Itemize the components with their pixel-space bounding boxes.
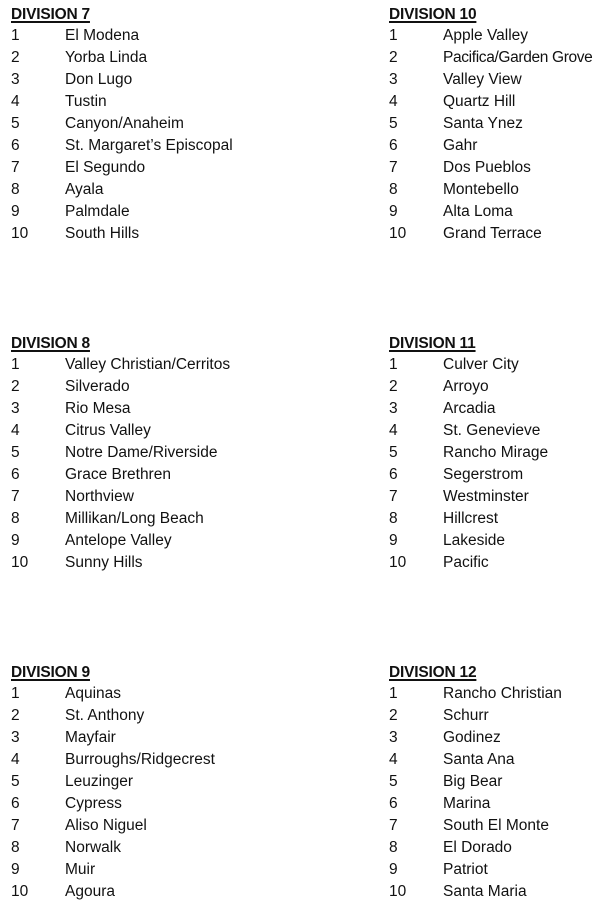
- school-name: St. Genevieve: [443, 422, 541, 439]
- team-list: [389, 354, 615, 574]
- school-name: Millikan/Long Beach: [65, 510, 204, 527]
- team-list: [11, 683, 239, 903]
- list-item: [389, 69, 615, 91]
- rank-number: 5: [389, 115, 398, 132]
- list-item: [389, 837, 615, 859]
- school-name: El Segundo: [65, 159, 146, 176]
- rank-number: 9: [389, 532, 398, 549]
- rank-number: 9: [389, 861, 398, 878]
- list-item: [11, 135, 239, 157]
- school-name: Big Bear: [443, 773, 503, 790]
- school-name: Quartz Hill: [443, 93, 516, 110]
- school-name: Pacifica/Garden Grove: [443, 49, 593, 66]
- list-item: [389, 486, 615, 508]
- school-name: Ayala: [65, 181, 104, 198]
- list-item: [11, 486, 239, 508]
- list-item: [389, 530, 615, 552]
- rank-number: 5: [11, 444, 20, 461]
- list-item: [389, 508, 615, 530]
- rank-number: 3: [389, 400, 398, 417]
- list-item: [389, 25, 615, 47]
- school-name: Marina: [443, 795, 491, 812]
- school-name: Arcadia: [443, 400, 496, 417]
- school-name: Gahr: [443, 137, 478, 154]
- rank-number: 1: [389, 685, 398, 702]
- division-10-block: [389, 4, 615, 245]
- list-item: [389, 354, 615, 376]
- list-item: [11, 793, 239, 815]
- rank-number: 5: [389, 444, 398, 461]
- list-item: [389, 47, 615, 69]
- division-12-block: [389, 662, 615, 903]
- rank-number: 7: [389, 488, 398, 505]
- list-item: [11, 91, 239, 113]
- school-name: Silverado: [65, 378, 130, 395]
- list-item: [389, 113, 615, 135]
- rank-number: 10: [11, 554, 29, 571]
- school-name: Westminster: [443, 488, 529, 505]
- school-name: Muir: [65, 861, 96, 878]
- rank-number: 3: [11, 71, 20, 88]
- school-name: Aliso Niguel: [65, 817, 147, 834]
- rank-number: 6: [11, 137, 20, 154]
- rank-number: 4: [389, 422, 398, 439]
- rank-number: 8: [11, 510, 20, 527]
- list-item: [11, 398, 239, 420]
- school-name: Valley Christian/Cerritos: [65, 356, 231, 373]
- division-7-block: [11, 4, 239, 245]
- list-item: [389, 705, 615, 727]
- division-9-block: [11, 662, 239, 903]
- rank-number: 8: [389, 510, 398, 527]
- rank-number: 6: [11, 466, 20, 483]
- list-item: [11, 420, 239, 442]
- school-name: Agoura: [65, 883, 115, 900]
- rank-number: 1: [11, 356, 20, 373]
- school-name: Dos Pueblos: [443, 159, 531, 176]
- rank-number: 7: [389, 159, 398, 176]
- list-item: [11, 859, 239, 881]
- division-title: DIVISION 7: [11, 6, 90, 23]
- rank-number: 3: [11, 729, 20, 746]
- school-name: Montebello: [443, 181, 519, 198]
- school-name: Grand Terrace: [443, 225, 542, 242]
- rank-number: 9: [11, 203, 20, 220]
- rank-number: 6: [11, 795, 20, 812]
- list-item: [389, 223, 615, 245]
- rank-number: 5: [11, 773, 20, 790]
- school-name: Northview: [65, 488, 134, 505]
- rank-number: 1: [11, 27, 20, 44]
- school-name: South Hills: [65, 225, 140, 242]
- rank-number: 5: [11, 115, 20, 132]
- school-name: Santa Maria: [443, 883, 527, 900]
- list-item: [11, 749, 239, 771]
- rank-number: 10: [389, 883, 407, 900]
- list-item: [11, 201, 239, 223]
- school-name: Norwalk: [65, 839, 121, 856]
- school-name: Canyon/Anaheim: [65, 115, 184, 132]
- school-name: Yorba Linda: [65, 49, 148, 66]
- list-item: [389, 376, 615, 398]
- school-name: Rancho Mirage: [443, 444, 549, 461]
- division-title: DIVISION 8: [11, 335, 90, 352]
- list-item: [11, 69, 239, 91]
- list-item: [11, 25, 239, 47]
- list-item: [389, 201, 615, 223]
- team-list: [11, 25, 239, 245]
- rank-number: 10: [11, 883, 29, 900]
- school-name: Godinez: [443, 729, 501, 746]
- rank-number: 7: [11, 817, 20, 834]
- rank-number: 8: [11, 839, 20, 856]
- rank-number: 10: [11, 225, 29, 242]
- rank-number: 2: [389, 707, 398, 724]
- school-name: Lakeside: [443, 532, 506, 549]
- school-name: Rancho Christian: [443, 685, 562, 702]
- rank-number: 2: [11, 378, 20, 395]
- list-item: [11, 376, 239, 398]
- school-name: Grace Brethren: [65, 466, 171, 483]
- list-item: [389, 157, 615, 179]
- list-item: [11, 442, 239, 464]
- list-item: [11, 705, 239, 727]
- rank-number: 6: [389, 137, 398, 154]
- school-name: Alta Loma: [443, 203, 513, 220]
- school-name: Palmdale: [65, 203, 130, 220]
- list-item: [11, 530, 239, 552]
- list-item: [389, 464, 615, 486]
- school-name: Santa Ana: [443, 751, 515, 768]
- school-name: St. Anthony: [65, 707, 145, 724]
- rank-number: 2: [389, 378, 398, 395]
- division-title: DIVISION 9: [11, 664, 90, 681]
- division-title: DIVISION 11: [389, 335, 476, 352]
- school-name: Tustin: [65, 93, 107, 110]
- division-title: DIVISION 10: [389, 6, 477, 23]
- list-item: [389, 881, 615, 903]
- list-item: [389, 749, 615, 771]
- list-item: [389, 135, 615, 157]
- school-name: Schurr: [443, 707, 489, 724]
- school-name: Antelope Valley: [65, 532, 172, 549]
- rank-number: 9: [389, 203, 398, 220]
- rank-number: 2: [11, 707, 20, 724]
- list-item: [11, 683, 239, 705]
- school-name: Valley View: [443, 71, 522, 88]
- rank-number: 9: [11, 532, 20, 549]
- rank-number: 2: [11, 49, 20, 66]
- list-item: [11, 771, 239, 793]
- school-name: Segerstrom: [443, 466, 524, 483]
- rank-number: 10: [389, 554, 407, 571]
- rank-number: 3: [11, 400, 20, 417]
- rank-number: 4: [11, 422, 20, 439]
- school-name: Patriot: [443, 861, 488, 878]
- school-name: Notre Dame/Riverside: [65, 444, 218, 461]
- rank-number: 1: [389, 356, 398, 373]
- rank-number: 8: [11, 181, 20, 198]
- list-item: [389, 398, 615, 420]
- list-item: [389, 793, 615, 815]
- school-name: Cypress: [65, 795, 122, 812]
- list-item: [11, 727, 239, 749]
- list-item: [389, 179, 615, 201]
- list-item: [389, 859, 615, 881]
- school-name: Mayfair: [65, 729, 116, 746]
- list-item: [389, 815, 615, 837]
- rank-number: 4: [389, 93, 398, 110]
- list-item: [11, 881, 239, 903]
- school-name: Leuzinger: [65, 773, 134, 790]
- division-title: DIVISION 12: [389, 664, 477, 681]
- rank-number: 10: [389, 225, 407, 242]
- rank-number: 7: [11, 488, 20, 505]
- rank-number: 5: [389, 773, 398, 790]
- rank-number: 9: [11, 861, 20, 878]
- list-item: [11, 552, 239, 574]
- school-name: Apple Valley: [443, 27, 529, 44]
- rank-number: 7: [389, 817, 398, 834]
- school-name: Santa Ynez: [443, 115, 523, 132]
- school-name: Hillcrest: [443, 510, 499, 527]
- rank-number: 6: [389, 795, 398, 812]
- list-item: [11, 354, 239, 376]
- rank-number: 4: [11, 93, 20, 110]
- list-item: [11, 508, 239, 530]
- school-name: El Modena: [65, 27, 140, 44]
- rank-number: 1: [389, 27, 398, 44]
- school-name: Culver City: [443, 356, 519, 373]
- rank-number: 8: [389, 839, 398, 856]
- rank-number: 3: [389, 729, 398, 746]
- rank-number: 1: [11, 685, 20, 702]
- school-name: El Dorado: [443, 839, 512, 856]
- rank-number: 8: [389, 181, 398, 198]
- school-name: St. Margaret’s Episcopal: [65, 137, 233, 154]
- school-name: South El Monte: [443, 817, 549, 834]
- list-item: [11, 837, 239, 859]
- rank-number: 7: [11, 159, 20, 176]
- list-item: [11, 179, 239, 201]
- division-8-block: [11, 333, 239, 574]
- school-name: Burroughs/Ridgecrest: [65, 751, 215, 768]
- list-item: [389, 442, 615, 464]
- school-name: Citrus Valley: [65, 422, 151, 439]
- list-item: [389, 552, 615, 574]
- list-item: [11, 157, 239, 179]
- team-list: [11, 354, 239, 574]
- list-item: [11, 223, 239, 245]
- list-item: [389, 683, 615, 705]
- school-name: Don Lugo: [65, 71, 133, 88]
- rank-number: 2: [389, 49, 398, 66]
- list-item: [389, 420, 615, 442]
- list-item: [11, 113, 239, 135]
- rank-number: 6: [389, 466, 398, 483]
- rank-number: 4: [11, 751, 20, 768]
- list-item: [389, 727, 615, 749]
- rank-number: 3: [389, 71, 398, 88]
- school-name: Rio Mesa: [65, 400, 131, 417]
- school-name: Aquinas: [65, 685, 122, 702]
- list-item: [389, 91, 615, 113]
- list-item: [11, 464, 239, 486]
- rank-number: 4: [389, 751, 398, 768]
- team-list: [389, 683, 615, 903]
- list-item: [11, 815, 239, 837]
- school-name: Sunny Hills: [65, 554, 143, 571]
- division-11-block: [389, 333, 615, 574]
- team-list: [389, 25, 615, 245]
- school-name: Arroyo: [443, 378, 489, 395]
- list-item: [389, 771, 615, 793]
- school-name: Pacific: [443, 554, 489, 571]
- list-item: [11, 47, 239, 69]
